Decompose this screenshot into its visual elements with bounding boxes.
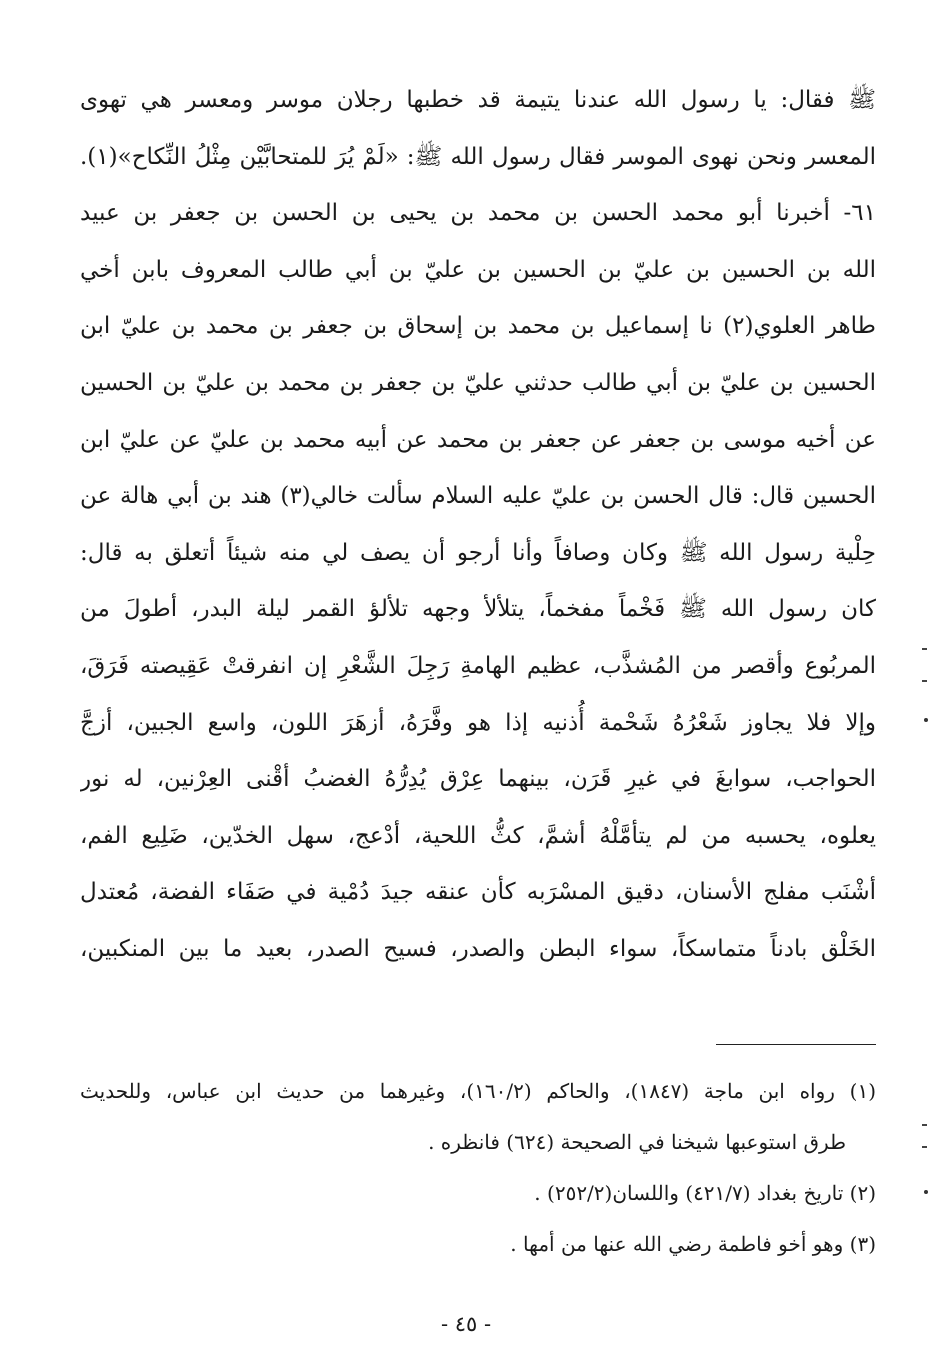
- text-line: حِلْية رسول الله ﷺ وكان وصافاً وأنا أرجو أن يصف لي منه شيئاً أتعلق به قال:: [80, 539, 876, 566]
- main-text: [80, 72, 876, 978]
- scan-mark: [924, 718, 928, 722]
- text-line: طاهر العلوي(٢) نا إسماعيل بن محمد بن إسحاق بن جعفر بن محمد بن عليّ ابن: [80, 313, 876, 340]
- footnote-1: (١) رواه ابن ماجة (١٨٤٧)، والحاكم (١٦٠/٢)، وغيرهما من حديث ابن عباس، وللحديث: [80, 1079, 876, 1103]
- scan-mark: [924, 1190, 928, 1194]
- text-line: يعلوه، يحسبه من لم يتأمَّلْهُ أشمَّ، كثُّ اللحية، أدْعج، سهل الخدّين، ضَلِيع الفم،: [80, 822, 876, 849]
- footnotes: [80, 1066, 876, 1270]
- text-line: عن أخيه موسى بن جعفر عن جعفر بن محمد عن أبيه محمد بن عليّ عن عليّ ابن: [80, 426, 876, 453]
- footnote-2: (٢) تاريخ بغداد (٤٢١/٧) واللسان(٢٥٢/٢) .: [534, 1181, 876, 1205]
- page-number: - ٤٥ -: [440, 1312, 492, 1336]
- text-line: المعسر ونحن نهوى الموسر فقال رسول الله ﷺ: «لَمْ يُرَ للمتحابَّيْن مِثْلُ النِّكاح»(١).: [80, 143, 876, 170]
- text-line: الحواجب، سوابغَ في غيرِ قَرَن، بينهما عِرْق يُدِرُّهُ الغضبُ أقْنى العِرْنين، له نور: [80, 766, 876, 793]
- footnote-1-continuation: طرق استوعبها شيخنا في الصحيحة (٦٢٤) فانظره .: [428, 1130, 846, 1154]
- footnote-3: (٣) وهو أخو فاطمة رضي الله عنها من أمها .: [510, 1232, 876, 1256]
- text-line: وإلا فلا يجاوز شَعْرُهُ شَحْمة أُذنيه إذا هو وفَّرَهُ، أزهَرَ اللون، واسع الجبين، أزجَّ: [80, 709, 876, 736]
- footnote-separator: [716, 1044, 876, 1045]
- text-line: الحسين بن عليّ بن أبي طالب حدثني عليّ بن جعفر بن محمد بن عليّ بن الحسين: [80, 369, 876, 396]
- text-line: الخَلْق بادناً متماسكاً، سواء البطن والصدر، فسيح الصدر، بعيد ما بين المنكبين،: [80, 935, 876, 962]
- scan-mark: [922, 1146, 927, 1148]
- scan-mark: [922, 1124, 927, 1126]
- text-line: ﷺ فقال: يا رسول الله عندنا يتيمة قد خطبها رجلان موسر ومعسر هي تهوى: [80, 87, 876, 113]
- text-line: المربُوع وأقصر من المُشذَّب، عظيم الهامةِ رَجِلَ الشَّعْرِ إن انفرقتْ عَقِيصته فَرَقَ،: [80, 652, 876, 679]
- text-line: الله بن الحسين بن عليّ بن الحسين بن عليّ بن أبي طالب المعروف بابن أخي: [80, 256, 876, 283]
- text-line: الحسين قال: قال الحسن بن عليّ عليه السلام سألت خالي(٣) هند بن أبي هالة عن: [80, 483, 876, 510]
- text-line: أشْنَب مفلج الأسنان، دقيق المسْرَبه كأن عنقه جيدَ دُمْية في صَفَاء الفضة، مُعتدل: [80, 879, 876, 906]
- scan-mark: [922, 680, 927, 682]
- scan-mark: [922, 648, 927, 650]
- text-line: ٦١- أخبرنا أبو محمد الحسن بن محمد بن يحيى بن الحسن بن جعفر بن عبيد: [80, 200, 876, 227]
- text-line: كان رسول الله ﷺ فَخْماً مفخماً، يتلألأ وجهه تلألؤ القمر ليلة البدر، أطولَ من: [80, 596, 876, 623]
